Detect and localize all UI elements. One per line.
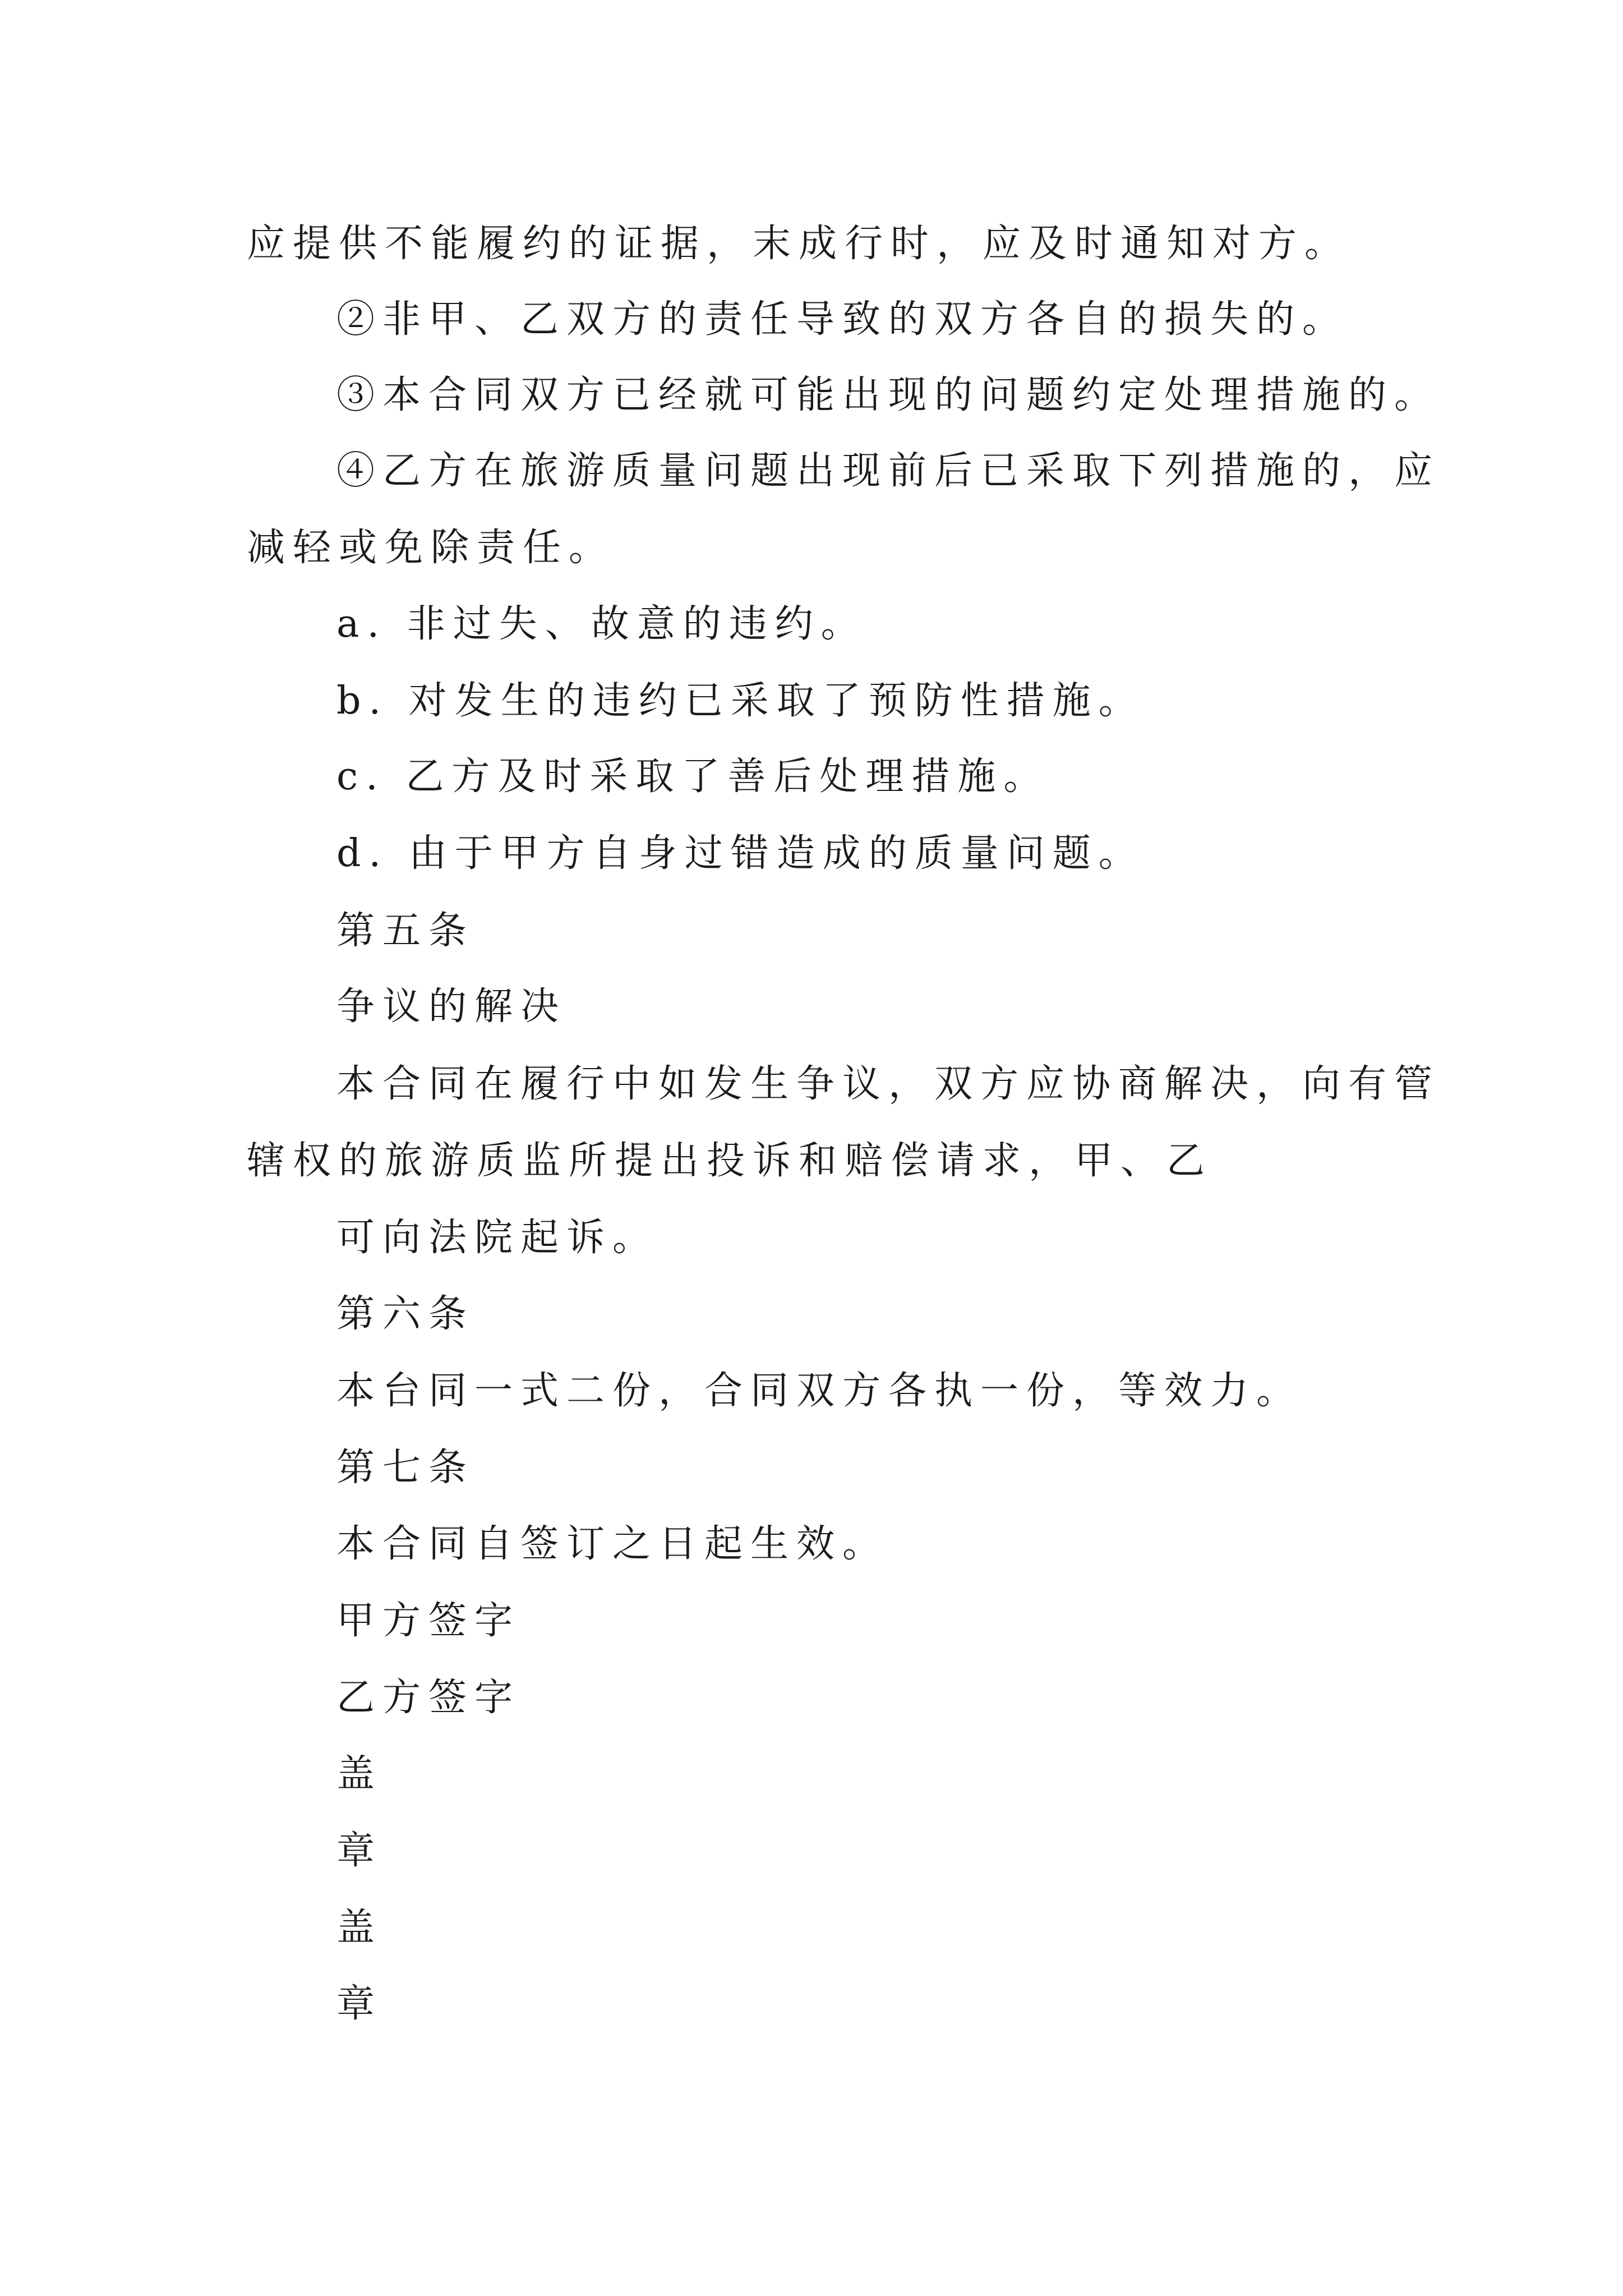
paragraph-line-6: 本合同在履行中如发生争议，双方应协商解决，向有管 — [336, 1062, 1441, 1106]
section-title: 争议的解决 — [336, 984, 567, 1029]
seal-label-2: 章 — [336, 1829, 383, 1873]
seal-label-3: 盖 — [336, 1906, 383, 1950]
list-item-c: c. 乙方及时采取了善后处理措施。 — [336, 754, 1050, 799]
paragraph-line-9: 本台同一式二份，合同双方各执一份，等效力。 — [336, 1369, 1303, 1413]
paragraph-line-7: 辖权的旅游质监所提出投诉和赔偿请求，甲、乙 — [247, 1139, 1213, 1183]
paragraph-line-4: ④乙方在旅游质量问题出现前后已采取下列措施的，应 — [336, 449, 1441, 493]
article-heading-7: 第七条 — [336, 1446, 475, 1490]
list-item-b: b. 对发生的违约已采取了预防性措施。 — [336, 679, 1145, 723]
party-a-signature: 甲方签字 — [336, 1599, 521, 1643]
seal-label-1: 盖 — [336, 1752, 383, 1796]
article-heading-6: 第六条 — [336, 1292, 475, 1336]
party-b-signature: 乙方签字 — [336, 1676, 521, 1720]
paragraph-line-3: ③本合同双方已经就可能出现的问题约定处理措施的。 — [336, 373, 1441, 417]
seal-label-4: 章 — [336, 1982, 383, 2026]
article-heading-5: 第五条 — [336, 909, 475, 953]
paragraph-line-1: 应提供不能履约的证据，末成行时，应及时通知对方。 — [247, 222, 1351, 266]
list-item-a: a. 非过失、故意的违约。 — [336, 602, 867, 646]
paragraph-line-10: 本合同自签订之日起生效。 — [336, 1522, 889, 1566]
paragraph-line-5: 减轻或免除责任。 — [247, 526, 615, 570]
paragraph-line-2: ②非甲、乙双方的责任导致的双方各自的损失的。 — [336, 297, 1349, 342]
list-item-d: d. 由于甲方自身过错造成的质量问题。 — [336, 831, 1145, 876]
paragraph-line-8: 可向法院起诉。 — [336, 1216, 659, 1260]
